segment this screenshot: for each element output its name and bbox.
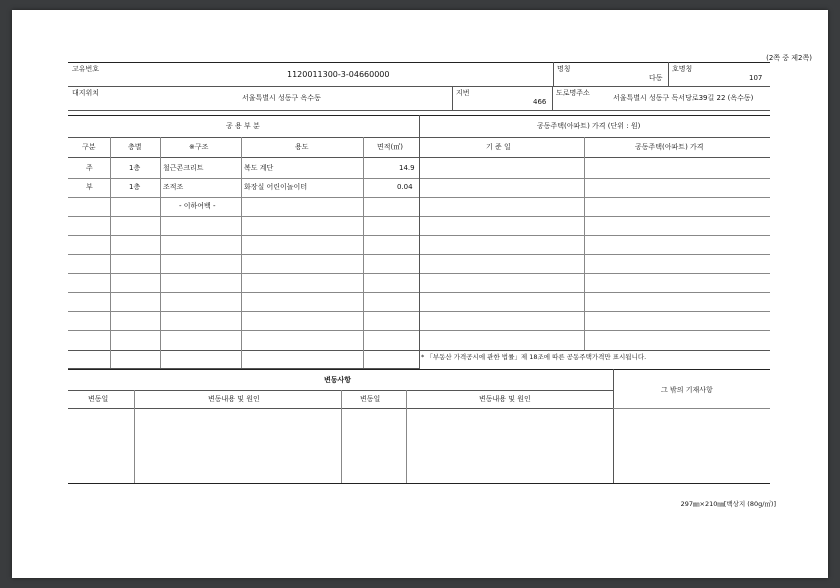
building-name-value: 107 — [749, 74, 763, 82]
row2-type: 부 — [86, 183, 93, 191]
col-type: 구분 — [82, 143, 96, 151]
row2-use: 화장실 어린이놀이터 — [244, 183, 308, 191]
row1-type: 주 — [86, 164, 93, 172]
road-label: 도로명주소 — [556, 89, 590, 97]
name-value: 다동 — [649, 74, 663, 82]
paper-spec: 297㎜×210㎜[백상지 (80g/㎡)] — [680, 500, 776, 508]
road-value: 서울특별시 성동구 독서당로39길 22 (옥수동) — [613, 94, 754, 102]
end-mark: - 이하여백 - — [179, 202, 216, 210]
row1-area: 14.9 — [399, 164, 415, 172]
site-label: 대지위치 — [72, 89, 100, 97]
changes-col-date-1: 변동일 — [88, 395, 109, 403]
name-label: 명칭 — [557, 65, 571, 73]
changes-col-content-2: 변동내용 및 원인 — [479, 395, 531, 403]
row2-area: 0.04 — [397, 183, 413, 191]
col-structure: ※구조 — [189, 143, 209, 151]
changes-bottom-border — [68, 483, 770, 484]
header-top-border — [68, 62, 770, 63]
lot-value: 466 — [533, 98, 547, 106]
unique-no-value: 1120011300-3-04660000 — [287, 70, 390, 79]
col-base-date: 기 준 일 — [486, 143, 511, 151]
row1-structure: 철근콘크리트 — [163, 164, 204, 172]
price-section-title: 공동주택(아파트) 가격 (단위 : 원) — [537, 122, 641, 130]
col-area: 면적(㎡) — [377, 143, 403, 151]
building-name-label: 호명칭 — [672, 65, 693, 73]
page-indicator: (2쪽 중 제2쪽) — [766, 54, 812, 62]
header-divider — [68, 86, 770, 87]
row1-floor: 1층 — [129, 164, 141, 172]
other-entries-title: 그 밖의 기재사항 — [661, 386, 713, 394]
row2-floor: 1층 — [129, 183, 141, 191]
section-divider — [419, 115, 420, 368]
register-page — [12, 10, 828, 578]
changes-title: 변동사항 — [324, 376, 352, 384]
price-footnote: * 「부동산 가격공시에 관한 법률」제 18조에 따른 공동주택가격만 표시됩니다. — [421, 353, 647, 361]
col-apartment-price: 공동주택(아파트) 가격 — [635, 143, 704, 151]
col-floor: 층별 — [128, 143, 142, 151]
header-bottom-border — [68, 110, 770, 111]
changes-top-border — [68, 369, 770, 370]
col-use: 용도 — [295, 143, 309, 151]
unique-no-label: 고유번호 — [72, 65, 100, 73]
site-value: 서울특별시 성동구 옥수동 — [242, 94, 321, 102]
changes-col-content-1: 변동내용 및 원인 — [208, 395, 260, 403]
lot-label: 지번 — [456, 89, 470, 97]
row2-structure: 조적조 — [163, 183, 184, 191]
changes-col-date-2: 변동일 — [360, 395, 381, 403]
row1-use: 복도 계단 — [244, 164, 274, 172]
common-section-title: 공 용 부 분 — [226, 122, 260, 130]
